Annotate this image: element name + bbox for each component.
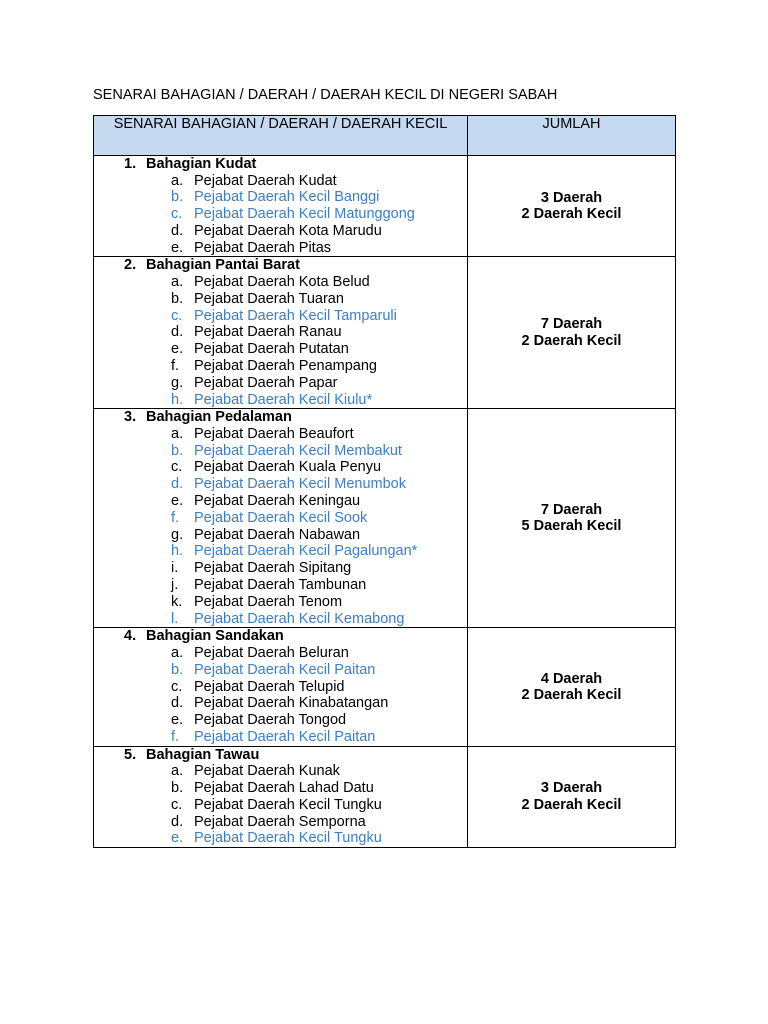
- district-name: Pejabat Daerah Kota Belud: [194, 273, 370, 290]
- division-cell: [94, 746, 468, 847]
- district-list: [94, 763, 467, 847]
- list-marker: b.: [171, 189, 184, 206]
- list-marker: d.: [171, 324, 184, 341]
- district-name: Pejabat Daerah Kuala Penyu: [194, 459, 382, 476]
- table-row: [94, 409, 676, 628]
- list-item: [94, 560, 467, 577]
- district-name: Pejabat Daerah Nabawan: [194, 526, 361, 543]
- division-cell: [94, 257, 468, 409]
- district-name: Pejabat Daerah Kecil Paitan: [194, 728, 376, 745]
- list-item: [94, 392, 467, 409]
- district-name: Pejabat Daerah Kunak: [194, 763, 340, 780]
- district-name: Pejabat Daerah Kecil Tungku: [194, 830, 382, 847]
- list-marker: h.: [171, 543, 184, 560]
- list-marker: c.: [171, 459, 183, 476]
- list-item: [94, 324, 467, 341]
- list-item: [94, 358, 467, 375]
- list-marker: b.: [171, 780, 184, 796]
- list-item: [94, 375, 467, 392]
- district-list: [94, 173, 467, 257]
- district-name: Pejabat Daerah Papar: [194, 374, 338, 391]
- list-marker: e.: [171, 493, 184, 510]
- district-name: Pejabat Daerah Kecil Membakut: [194, 442, 402, 459]
- division-heading: [94, 257, 467, 274]
- list-item: [94, 645, 467, 662]
- division-name: Bahagian Tawau: [146, 746, 260, 763]
- division-heading: [94, 628, 467, 645]
- district-name: Pejabat Daerah Tenom: [194, 593, 343, 610]
- list-item: [94, 341, 467, 358]
- list-item: [94, 729, 467, 746]
- division-cell: [94, 628, 468, 746]
- list-marker: d.: [171, 222, 184, 239]
- list-marker: k.: [171, 593, 183, 610]
- division-number: 3.: [124, 409, 137, 426]
- list-item: [94, 240, 467, 257]
- list-marker: a.: [171, 425, 184, 442]
- header-total: JUMLAH: [468, 116, 676, 156]
- list-marker: g.: [171, 526, 184, 543]
- district-name: Pejabat Daerah Tambunan: [194, 577, 367, 594]
- list-item: [94, 443, 467, 460]
- list-marker: d.: [171, 695, 184, 712]
- list-marker: a.: [171, 763, 184, 780]
- district-name: Pejabat Daerah Kudat: [194, 172, 337, 189]
- header-division-list: SENARAI BAHAGIAN / DAERAH / DAERAH KECIL: [94, 116, 468, 156]
- district-name: Pejabat Daerah Keningau: [194, 493, 361, 510]
- division-name: Bahagian Sandakan: [146, 628, 284, 645]
- district-name: Pejabat Daerah Telupid: [194, 678, 345, 695]
- list-marker: c.: [171, 796, 183, 813]
- list-item: [94, 543, 467, 560]
- list-marker: a.: [171, 644, 184, 661]
- table-row: [94, 156, 676, 257]
- table-row: [94, 746, 676, 847]
- list-item: [94, 206, 467, 223]
- list-marker: c.: [171, 307, 183, 324]
- district-name: Pejabat Daerah Kecil Kiulu*: [194, 391, 373, 408]
- list-marker: e.: [171, 239, 184, 256]
- list-item: [94, 527, 467, 544]
- total-cell: [468, 746, 676, 847]
- list-marker: i.: [171, 560, 179, 577]
- list-item: [94, 763, 467, 780]
- list-marker: f.: [171, 357, 180, 374]
- district-name: Pejabat Daerah Putatan: [194, 341, 349, 358]
- list-item: [94, 459, 467, 476]
- division-name: Bahagian Pantai Barat: [146, 257, 300, 274]
- list-item: [94, 274, 467, 291]
- list-item: [94, 426, 467, 443]
- list-marker: l.: [171, 610, 179, 627]
- list-marker: f.: [171, 509, 180, 526]
- division-name: Bahagian Kudat: [146, 156, 257, 172]
- district-name: Pejabat Daerah Semporna: [194, 813, 366, 830]
- list-item: [94, 611, 467, 628]
- district-name: Pejabat Daerah Kecil Pagalungan*: [194, 543, 418, 560]
- district-name: Pejabat Daerah Kecil Kemabong: [194, 610, 405, 627]
- total-daerah-kecil: 2 Daerah Kecil: [521, 332, 622, 349]
- district-name: Pejabat Daerah Ranau: [194, 324, 342, 341]
- district-name: Pejabat Daerah Kinabatangan: [194, 695, 389, 712]
- division-heading: [94, 409, 467, 426]
- list-marker: h.: [171, 391, 184, 408]
- total-daerah: 3 Daerah: [540, 780, 603, 797]
- list-marker: e.: [171, 341, 184, 358]
- list-marker: f.: [171, 728, 180, 745]
- division-heading: [94, 747, 467, 764]
- district-name: Pejabat Daerah Beluran: [194, 644, 349, 661]
- list-marker: b.: [171, 290, 184, 307]
- list-marker: b.: [171, 661, 184, 678]
- list-item: [94, 291, 467, 308]
- list-item: [94, 814, 467, 831]
- list-item: [94, 780, 467, 797]
- list-marker: d.: [171, 813, 184, 830]
- district-name: Pejabat Daerah Kecil Sook: [194, 509, 368, 526]
- list-marker: c.: [171, 206, 183, 223]
- list-item: [94, 493, 467, 510]
- division-number: 4.: [124, 628, 137, 645]
- list-marker: a.: [171, 273, 184, 290]
- division-heading: [94, 156, 467, 173]
- total-cell: [468, 156, 676, 257]
- total-daerah: 3 Daerah: [540, 189, 603, 206]
- list-item: [94, 189, 467, 206]
- division-number: 5.: [124, 746, 137, 763]
- district-name: Pejabat Daerah Sipitang: [194, 560, 352, 577]
- district-name: Pejabat Daerah Lahad Datu: [194, 780, 374, 796]
- division-name: Bahagian Pedalaman: [146, 409, 292, 426]
- list-item: [94, 476, 467, 493]
- list-marker: b.: [171, 442, 184, 459]
- list-item: [94, 695, 467, 712]
- list-marker: d.: [171, 476, 184, 493]
- list-item: [94, 577, 467, 594]
- district-name: Pejabat Daerah Kecil Tungku: [194, 796, 382, 813]
- list-marker: e.: [171, 830, 184, 847]
- district-name: Pejabat Daerah Tongod: [194, 712, 347, 729]
- district-name: Pejabat Daerah Tuaran: [194, 290, 344, 307]
- total-cell: [468, 257, 676, 409]
- list-item: [94, 679, 467, 696]
- district-name: Pejabat Daerah Pitas: [194, 239, 332, 256]
- list-marker: a.: [171, 172, 184, 189]
- list-item: [94, 510, 467, 527]
- total-daerah: 7 Daerah: [540, 501, 603, 518]
- table-body: [94, 156, 676, 848]
- total-daerah-kecil: 2 Daerah Kecil: [521, 206, 622, 223]
- district-list: [94, 274, 467, 408]
- list-marker: e.: [171, 712, 184, 729]
- division-cell: [94, 409, 468, 628]
- list-marker: j.: [171, 577, 179, 594]
- total-daerah-kecil: 2 Daerah Kecil: [521, 687, 622, 704]
- table-row: [94, 628, 676, 746]
- total-cell: [468, 409, 676, 628]
- division-table: [93, 115, 676, 848]
- list-item: [94, 797, 467, 814]
- district-name: Pejabat Daerah Beaufort: [194, 425, 354, 442]
- list-item: [94, 173, 467, 190]
- list-item: [94, 712, 467, 729]
- table-row: [94, 257, 676, 409]
- total-cell: [468, 628, 676, 746]
- district-list: [94, 426, 467, 628]
- list-item: [94, 223, 467, 240]
- district-name: Pejabat Daerah Kecil Matunggong: [194, 206, 415, 223]
- division-number: 1.: [124, 156, 137, 172]
- list-item: [94, 594, 467, 611]
- list-marker: g.: [171, 374, 184, 391]
- list-item: [94, 830, 467, 847]
- total-daerah-kecil: 5 Daerah Kecil: [521, 518, 622, 535]
- total-daerah: 4 Daerah: [540, 670, 603, 687]
- district-list: [94, 645, 467, 746]
- district-name: Pejabat Daerah Kota Marudu: [194, 222, 382, 239]
- district-name: Pejabat Daerah Kecil Menumbok: [194, 476, 406, 493]
- district-name: Pejabat Daerah Penampang: [194, 357, 377, 374]
- document-title: SENARAI BAHAGIAN / DAERAH / DAERAH KECIL DI NEGERI SABAH: [93, 87, 558, 103]
- list-item: [94, 662, 467, 679]
- division-cell: [94, 156, 468, 257]
- total-daerah: 7 Daerah: [540, 316, 603, 333]
- district-name: Pejabat Daerah Kecil Banggi: [194, 189, 380, 206]
- table-header-row: [94, 116, 676, 156]
- list-marker: c.: [171, 678, 183, 695]
- total-daerah-kecil: 2 Daerah Kecil: [521, 796, 622, 813]
- district-name: Pejabat Daerah Kecil Paitan: [194, 661, 376, 678]
- list-item: [94, 308, 467, 325]
- division-number: 2.: [124, 257, 137, 274]
- district-name: Pejabat Daerah Kecil Tamparuli: [194, 307, 397, 324]
